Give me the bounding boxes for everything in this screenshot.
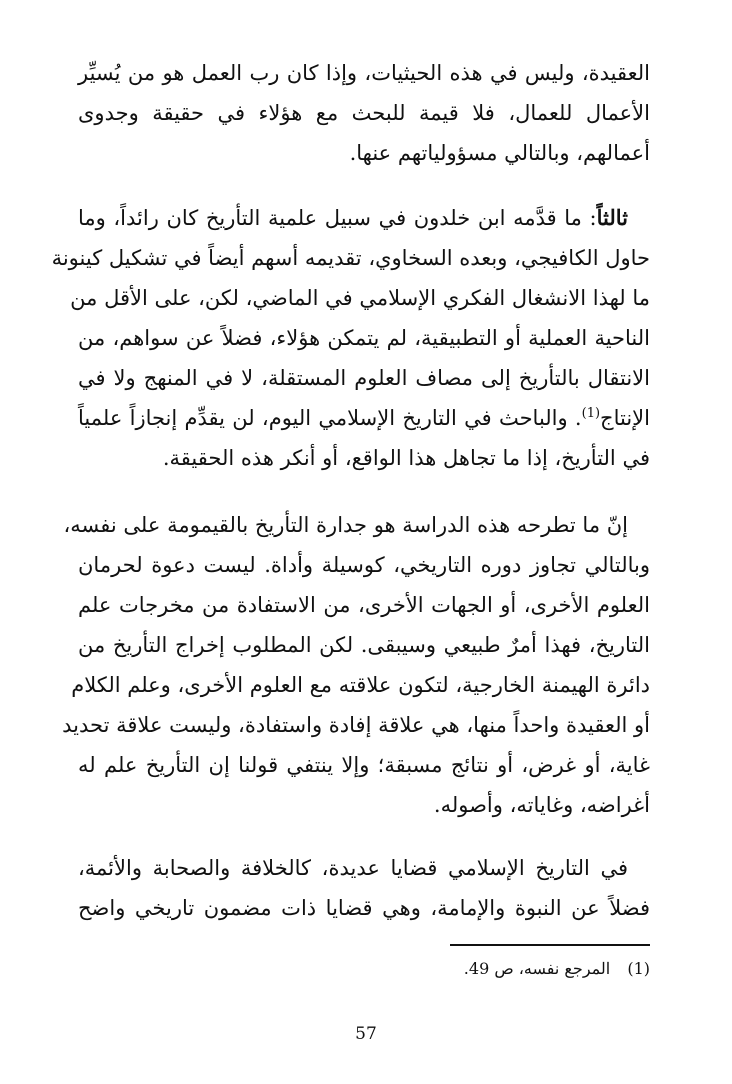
text-line: العقيدة، وليس في هذه الحيثيات، وإذا كان رب العمل هو من يُسيِّر [78, 61, 650, 85]
text-line: فضلاً عن النبوة والإمامة، وهي قضايا ذات مضمون تاريخي واضح [78, 896, 650, 920]
text-line: وبالتالي تجاوز دوره التاريخي، كوسيلة وأداة. ليست دعوة لحرمان [78, 553, 650, 577]
text-line [78, 198, 650, 238]
page-number: 57 [355, 1024, 377, 1044]
text-line: في التاريخ الإسلامي قضايا عديدة، كالخلافة والصحابة والأئمة، [78, 856, 628, 880]
text-line: أغراضه، وغاياته، وأصوله. [433, 793, 650, 817]
text-line: الأعمال للعمال، فلا قيمة للبحث مع هؤلاء في حقيقة وجدوى [78, 101, 650, 125]
paragraph-3 [62, 505, 650, 825]
text-line: الناحية العملية أو التطبيقية، لم يتمكن هؤلاء، فضلاً عن سواهم، من [78, 326, 650, 350]
text-line: أو العقيدة واحداً منها، هي علاقة إفادة واستفادة، وليست علاقة تحديد [62, 713, 650, 737]
paragraph-4 [78, 848, 650, 928]
text-line: غاية، أو غرض، أو نتائج مسبقة؛ وإلا ينتفي قولنا إن التأريخ علم له [78, 753, 650, 777]
text-line: الانتقال بالتأريخ إلى مصاف العلوم المستقلة، لا في المنهج ولا في [78, 366, 650, 390]
paragraph-1 [78, 53, 650, 173]
text-line: أعمالهم، وبالتالي مسؤولياتهم عنها. [349, 141, 650, 165]
footnote-text: المرجع نفسه، ص 49. [463, 959, 611, 978]
text-line: العلوم الأخرى، أو الجهات الأخرى، من الاستفادة من مخرجات علم [78, 593, 650, 617]
text-line: التاريخ، فهذا أمرٌ طبيعي وسيبقى. لكن المطلوب إخراج التأريخ من [78, 633, 650, 657]
text-fragment: : ما قدَّمه ابن خلدون في سبيل علمية التأريخ كان رائداً، وما [78, 206, 597, 230]
text-line: دائرة الهيمنة الخارجية، لتكون علاقته مع العلوم الأخرى، وعلم الكلام [71, 673, 650, 697]
text-line: في التأريخ، إذا ما تجاهل هذا الواقع، أو أنكر هذه الحقيقة. [162, 446, 650, 470]
text-fragment: . والباحث في التاريخ الإسلامي اليوم، لن يقدِّم إنجازاً علمياً [78, 406, 582, 430]
text-line: حاول الكافيجي، وبعده السخاوي، تقديمه أسهم أيضاً في تشكيل كينونة [51, 246, 650, 270]
paragraph-2 [51, 198, 650, 478]
footnote [350, 957, 650, 981]
text-fragment: الإنتاج [600, 406, 650, 430]
text-line [78, 398, 650, 438]
paragraph-lead: ثالثاً [596, 205, 628, 230]
footnote-marker: (1) [627, 959, 650, 978]
footnote-divider [450, 944, 650, 946]
text-line: إنّ ما تطرحه هذه الدراسة هو جدارة التأريخ بالقيمومة على نفسه، [63, 513, 628, 537]
text-line: ما لهذا الانشغال الفكري الإسلامي في الماضي، لكن، على الأقل من [70, 286, 650, 310]
footnote-reference[interactable]: (1) [581, 406, 601, 421]
